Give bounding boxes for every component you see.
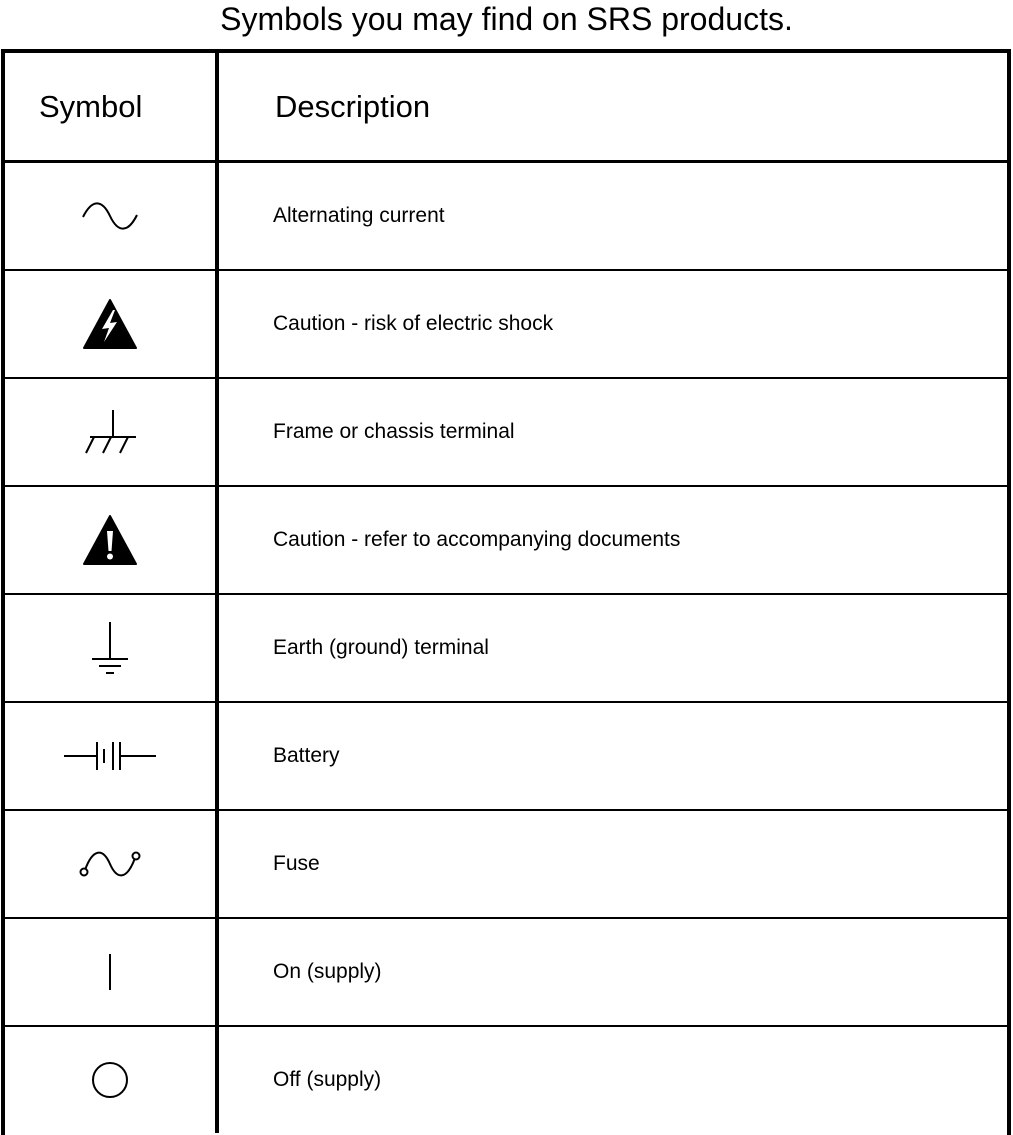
power-off-icon: [90, 1060, 130, 1100]
symbols-table: [1, 49, 1011, 1135]
electric-shock-warning-icon: [82, 298, 138, 350]
table-row: [5, 271, 1007, 379]
symbol-cell: [5, 487, 219, 593]
symbol-cell: [5, 163, 219, 269]
symbol-cell: [5, 811, 219, 917]
symbol-column-header: Symbol: [5, 53, 219, 160]
caution-exclamation-icon: [82, 514, 138, 566]
earth-ground-icon: [88, 620, 132, 676]
table-row: [5, 1027, 1007, 1133]
description-cell: Frame or chassis terminal: [273, 420, 515, 443]
table-row: [5, 379, 1007, 487]
page-title: Symbols you may find on SRS products.: [220, 1, 793, 37]
table-row: [5, 811, 1007, 919]
symbol-cell: [5, 1027, 219, 1133]
fuse-icon: [77, 846, 143, 882]
table-row: [5, 595, 1007, 703]
description-cell: Battery: [273, 744, 340, 767]
symbol-cell: [5, 271, 219, 377]
symbol-cell: [5, 379, 219, 485]
description-cell: Fuse: [273, 852, 320, 875]
table-header-row: [5, 53, 1007, 163]
table-row: [5, 163, 1007, 271]
table-row: [5, 703, 1007, 811]
description-cell: Alternating current: [273, 204, 445, 227]
description-column-header: Description: [275, 88, 431, 124]
symbol-cell: [5, 703, 219, 809]
description-cell: Caution - refer to accompanying documents: [273, 528, 681, 551]
alternating-current-icon: [80, 199, 140, 233]
power-on-icon: [105, 952, 115, 992]
symbol-cell: [5, 595, 219, 701]
description-cell: Caution - risk of electric shock: [273, 312, 554, 335]
symbol-cell: [5, 919, 219, 1025]
battery-icon: [62, 738, 158, 774]
description-cell: On (supply): [273, 960, 382, 983]
table-row: [5, 919, 1007, 1027]
description-cell: Off (supply): [273, 1068, 382, 1091]
chassis-terminal-icon: [80, 407, 140, 457]
description-cell: Earth (ground) terminal: [273, 636, 489, 659]
table-row: [5, 487, 1007, 595]
